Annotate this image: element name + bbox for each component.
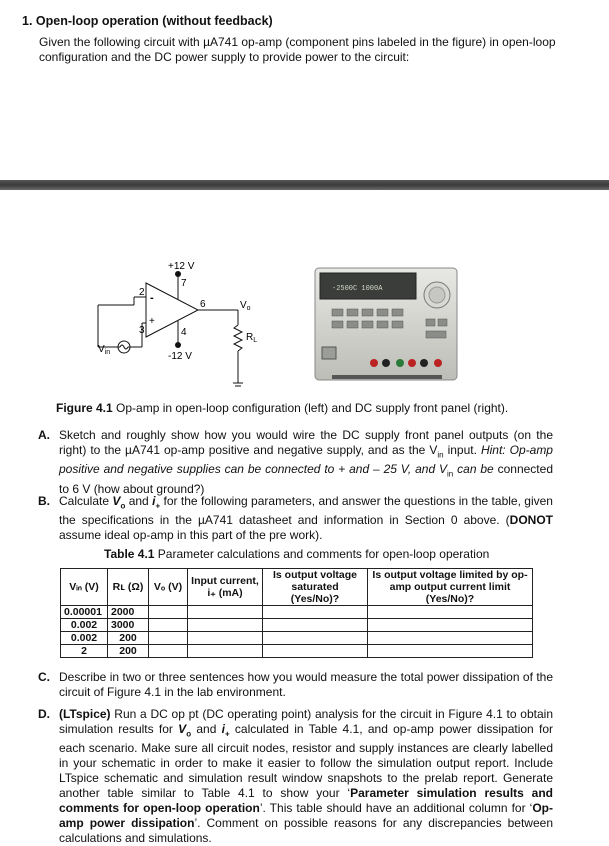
col-rl: Rʟ (Ω) [108,569,149,606]
vplus-label: +12 V [168,261,195,272]
col-input-current: Input current, i₊ (mA) [188,569,263,606]
item-d: D. (LTspice) Run a DC op pt (DC operating point) analysis for the circuit in Figure 4.1 to obtain simulation results for $V_o$ and $i_+$ calculated in Table 4.1, and op-amp power dissipation for each scenario. Make sure all circuit nodes, resistor and supply instances are clearly labelled in your schematic in order to make it easier to follow the simulation output report. Include LTspice schematic and simulation result window snapshots to the prelab report. Generate another table similar to Table 4.1 to show your ‘Parameter simulation results and comments for open-loop operation’. This table should have an additional column for ‘Op-amp power dissipation’. Comment on possible reasons for any discrepancies between calculations and simulations. [38,707,553,846]
table-row: 0.002 200 [61,632,533,645]
figure-caption: Figure 4.1 Op-amp in open-loop configuration (left) and DC supply front panel (right). [56,401,509,415]
col-vin: Vᵢₙ (V) [61,569,108,606]
vo-label: $V_o$ [240,300,251,312]
vminus-label: -12 V [168,351,192,362]
page-divider-band [0,180,609,190]
opamp-symbol [146,283,198,337]
minus-sign: - [150,292,154,304]
intro-paragraph: Given the following circuit with µA741 op-amp (component pins labeled in the figure) in open-loop configuration and the DC power supply to provide power to the circuit: [39,35,556,64]
item-a: A. Sketch and roughly show how you would wire the DC supply front panel outputs (on the right) to the µA741 op-amp positive and negative supply, and as the $V_{in}$ input. Hint: Op-amp positive and negative supplies can be connected to + and – 25 V, and $V_{in}$ can be connected to 6 V (how about ground?) [38,428,553,496]
table-row: 2 200 [61,645,533,658]
vminus-node [175,342,181,348]
plus-sign: + [149,316,155,327]
item-c: C. Describe in two or three sentences how you would measure the total power dissipation of the circuit of Figure 4.1 in the lab environment. [38,670,553,699]
pin-3-label: 3 [139,325,145,336]
pin-7-label: 7 [181,278,187,289]
col-vo: Vₒ (V) [149,569,188,606]
parameter-table [60,568,533,658]
rl-label: $R_L$ [246,332,258,344]
pin-2-label: 2 [139,287,145,298]
col-current-limit: Is output voltage limited by op-amp output current limit (Yes/No)? [368,569,533,606]
table-caption: Table 4.1 Parameter calculations and comments for open-loop operation [104,547,490,561]
vin-label: $V_{in}$ [98,344,111,356]
table-header-row [61,569,533,606]
pin-4-label: 4 [181,327,187,338]
opamp-circuit-diagram [88,255,268,395]
table-row: 0.00001 2000 [61,606,533,619]
dc-power-supply-photo [312,265,462,385]
item-b: B. Calculate $V_o$ and $i_+$ for the following parameters, and answer the questions in the table, given the specifications in the µA741 datasheet and information in Section 0 above. (DONOT assume ideal op-amp in this part of the pre work). [38,494,553,543]
table-row: 0.002 3000 [61,619,533,632]
pin-6-label: 6 [200,299,206,310]
psu-display-readout: -2500C 1000A [332,285,383,293]
section-heading: 1. Open-loop operation (without feedback) [22,14,273,28]
psu-power-switch [322,347,336,359]
col-saturated: Is output voltage saturated (Yes/No)? [263,569,368,606]
